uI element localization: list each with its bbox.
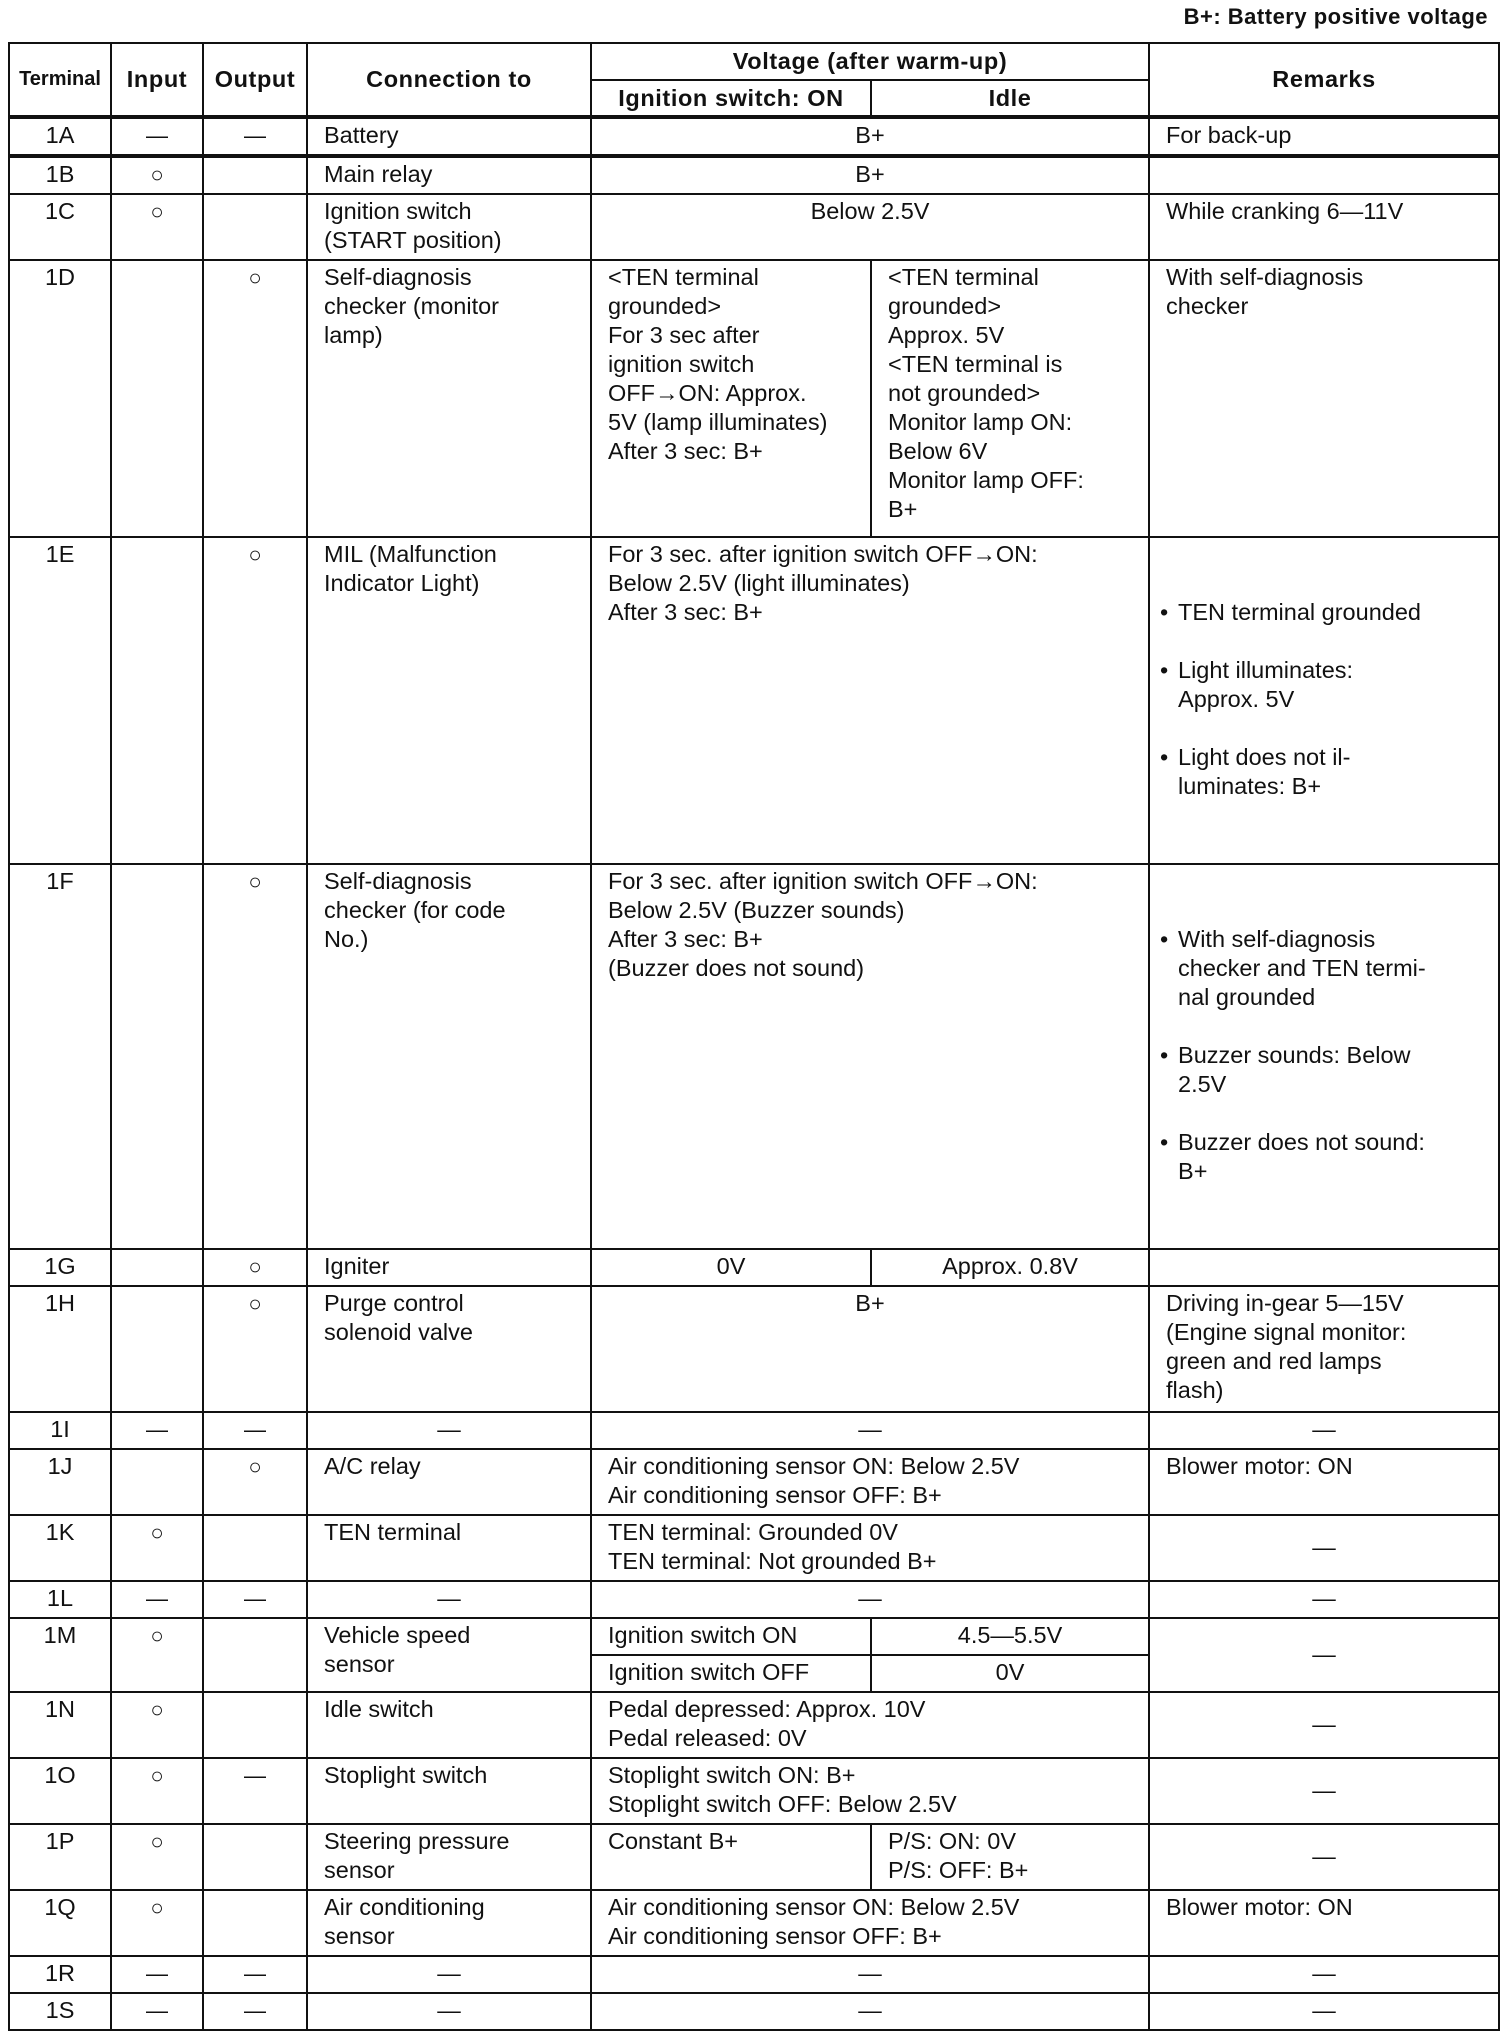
voltage-cell: B+ (591, 1286, 1149, 1412)
header-terminal: Terminal (9, 43, 111, 117)
voltage-cell: — (591, 1993, 1149, 2030)
input-cell (111, 537, 203, 864)
terminal-cell: 1A (9, 117, 111, 156)
table-row (9, 1515, 1499, 1581)
table-row (9, 1692, 1499, 1758)
connection-cell: A/C relay (307, 1449, 591, 1515)
table-row (9, 1412, 1499, 1449)
connection-cell: MIL (Malfunction Indicator Light) (307, 537, 591, 864)
table-row (9, 1824, 1499, 1890)
connection-cell: Vehicle speed sensor (307, 1618, 591, 1692)
output-cell: ○ (203, 1249, 307, 1286)
input-cell (111, 1286, 203, 1412)
input-cell: ○ (111, 1890, 203, 1956)
remarks-list (1160, 896, 1490, 1215)
terminal-cell: 1O (9, 1758, 111, 1824)
voltage-value-cell: 4.5—5.5V (871, 1618, 1149, 1655)
input-cell: ○ (111, 1515, 203, 1581)
voltage-cell: B+ (591, 156, 1149, 194)
output-cell (203, 1824, 307, 1890)
table-row (9, 1758, 1499, 1824)
connection-cell: — (307, 1993, 591, 2030)
remarks-cell: Blower motor: ON (1149, 1890, 1499, 1956)
remarks-cell: Blower motor: ON (1149, 1449, 1499, 1515)
terminal-cell: 1N (9, 1692, 111, 1758)
voltage-cell: — (591, 1581, 1149, 1618)
input-cell: ○ (111, 1758, 203, 1824)
remarks-cell: — (1149, 1758, 1499, 1824)
terminal-cell: 1K (9, 1515, 111, 1581)
input-cell (111, 1449, 203, 1515)
output-cell (203, 1890, 307, 1956)
voltage-condition-cell: Ignition switch ON (591, 1618, 871, 1655)
remark-item: • Light does not il- luminates: B+ (1160, 743, 1490, 801)
table-row (9, 1249, 1499, 1286)
terminal-cell: 1I (9, 1412, 111, 1449)
input-cell: ○ (111, 156, 203, 194)
header-input: Input (111, 43, 203, 117)
input-cell: — (111, 1956, 203, 1993)
voltage-ignition-on-cell: Constant B+ (591, 1824, 871, 1890)
voltage-cell: B+ (591, 117, 1149, 156)
battery-voltage-note: B+: Battery positive voltage (1183, 4, 1488, 29)
remarks-cell: — (1149, 1581, 1499, 1618)
connection-cell: — (307, 1956, 591, 1993)
output-cell: ○ (203, 864, 307, 1249)
terminal-cell: 1S (9, 1993, 111, 2030)
output-cell: — (203, 1993, 307, 2030)
input-cell: — (111, 1993, 203, 2030)
header-remarks: Remarks (1149, 43, 1499, 117)
connection-cell: Purge control solenoid valve (307, 1286, 591, 1412)
header-connection: Connection to (307, 43, 591, 117)
terminal-cell: 1H (9, 1286, 111, 1412)
input-cell (111, 1249, 203, 1286)
remarks-cell: While cranking 6—11V (1149, 194, 1499, 260)
terminal-cell: 1P (9, 1824, 111, 1890)
remarks-cell (1149, 864, 1499, 1249)
remark-item: • With self-diagnosis checker and TEN termi- nal grounded (1160, 925, 1490, 1012)
voltage-cell: For 3 sec. after ignition switch OFF→ON: Below 2.5V (Buzzer sounds) After 3 sec: B+ (Buzzer does not sound) (591, 864, 1149, 1249)
connection-cell: — (307, 1581, 591, 1618)
remarks-cell: — (1149, 1692, 1499, 1758)
terminal-voltage-table (8, 42, 1500, 2031)
input-cell: — (111, 117, 203, 156)
output-cell (203, 156, 307, 194)
remarks-cell: — (1149, 1618, 1499, 1692)
table-row (9, 1449, 1499, 1515)
table-row (9, 194, 1499, 260)
table-row (9, 1618, 1499, 1655)
voltage-cell: Air conditioning sensor ON: Below 2.5V Air conditioning sensor OFF: B+ (591, 1890, 1149, 1956)
terminal-cell: 1B (9, 156, 111, 194)
terminal-cell: 1Q (9, 1890, 111, 1956)
output-cell: ○ (203, 1286, 307, 1412)
voltage-cell: Pedal depressed: Approx. 10V Pedal released: 0V (591, 1692, 1149, 1758)
terminal-cell: 1L (9, 1581, 111, 1618)
output-cell: ○ (203, 260, 307, 537)
header-voltage: Voltage (after warm-up) (591, 43, 1149, 80)
table-row (9, 1890, 1499, 1956)
terminal-cell: 1J (9, 1449, 111, 1515)
table-row (9, 156, 1499, 194)
voltage-condition-cell: Ignition switch OFF (591, 1655, 871, 1692)
remarks-cell: — (1149, 1824, 1499, 1890)
terminal-cell: 1R (9, 1956, 111, 1993)
remarks-cell: — (1149, 1993, 1499, 2030)
table-row (9, 864, 1499, 1249)
remark-item: • Buzzer does not sound: B+ (1160, 1128, 1490, 1186)
remark-item: • Light illuminates: Approx. 5V (1160, 656, 1490, 714)
input-cell: ○ (111, 194, 203, 260)
input-cell: — (111, 1412, 203, 1449)
header-idle: Idle (871, 80, 1149, 117)
voltage-cell: Air conditioning sensor ON: Below 2.5V Air conditioning sensor OFF: B+ (591, 1449, 1149, 1515)
remarks-cell (1149, 1249, 1499, 1286)
input-cell: — (111, 1581, 203, 1618)
voltage-ignition-on-cell: 0V (591, 1249, 871, 1286)
remarks-cell (1149, 537, 1499, 864)
connection-cell: TEN terminal (307, 1515, 591, 1581)
output-cell: — (203, 117, 307, 156)
output-cell (203, 1515, 307, 1581)
voltage-cell: — (591, 1412, 1149, 1449)
remarks-cell (1149, 156, 1499, 194)
voltage-idle-cell: <TEN terminal grounded> Approx. 5V <TEN terminal is not grounded> Monitor lamp ON: Below 6V Monitor lamp OFF: B+ (871, 260, 1149, 537)
connection-cell: Igniter (307, 1249, 591, 1286)
remarks-cell: — (1149, 1515, 1499, 1581)
output-cell: ○ (203, 1449, 307, 1515)
remarks-cell: Driving in-gear 5—15V (Engine signal monitor: green and red lamps flash) (1149, 1286, 1499, 1412)
table-row (9, 1581, 1499, 1618)
table-row (9, 537, 1499, 864)
table-row (9, 260, 1499, 537)
terminal-cell: 1C (9, 194, 111, 260)
remarks-cell: — (1149, 1956, 1499, 1993)
connection-cell: — (307, 1412, 591, 1449)
connection-cell: Main relay (307, 156, 591, 194)
output-cell: — (203, 1956, 307, 1993)
header-ignition-on: Ignition switch: ON (591, 80, 871, 117)
connection-cell: Self-diagnosis checker (monitor lamp) (307, 260, 591, 537)
connection-cell: Battery (307, 117, 591, 156)
table-row (9, 117, 1499, 156)
voltage-cell: For 3 sec. after ignition switch OFF→ON: Below 2.5V (light illuminates) After 3 sec: B+ (591, 537, 1149, 864)
terminal-cell: 1F (9, 864, 111, 1249)
terminal-cell: 1M (9, 1618, 111, 1692)
input-cell (111, 864, 203, 1249)
input-cell: ○ (111, 1692, 203, 1758)
input-cell: ○ (111, 1824, 203, 1890)
output-cell: — (203, 1412, 307, 1449)
output-cell (203, 194, 307, 260)
input-cell (111, 260, 203, 537)
output-cell: ○ (203, 537, 307, 864)
output-cell (203, 1618, 307, 1692)
terminal-cell: 1G (9, 1249, 111, 1286)
table-row (9, 1956, 1499, 1993)
connection-cell: Self-diagnosis checker (for code No.) (307, 864, 591, 1249)
voltage-cell: Below 2.5V (591, 194, 1149, 260)
voltage-cell: — (591, 1956, 1149, 1993)
remark-item: • TEN terminal grounded (1160, 598, 1490, 627)
terminal-cell: 1E (9, 537, 111, 864)
remarks-cell: With self-diagnosis checker (1149, 260, 1499, 537)
output-cell: — (203, 1758, 307, 1824)
remark-item: • Buzzer sounds: Below 2.5V (1160, 1041, 1490, 1099)
connection-cell: Stoplight switch (307, 1758, 591, 1824)
voltage-value-cell: 0V (871, 1655, 1149, 1692)
connection-cell: Idle switch (307, 1692, 591, 1758)
input-cell: ○ (111, 1618, 203, 1692)
remarks-cell: For back-up (1149, 117, 1499, 156)
remarks-cell: — (1149, 1412, 1499, 1449)
voltage-ignition-on-cell: <TEN terminal grounded> For 3 sec after ignition switch OFF→ON: Approx. 5V (lamp illuminates) After 3 sec: B+ (591, 260, 871, 537)
remarks-list (1160, 569, 1490, 830)
terminal-cell: 1D (9, 260, 111, 537)
voltage-cell: Stoplight switch ON: B+ Stoplight switch OFF: Below 2.5V (591, 1758, 1149, 1824)
voltage-idle-cell: P/S: ON: 0V P/S: OFF: B+ (871, 1824, 1149, 1890)
output-cell: — (203, 1581, 307, 1618)
table-row (9, 1993, 1499, 2030)
connection-cell: Steering pressure sensor (307, 1824, 591, 1890)
table-row (9, 1286, 1499, 1412)
connection-cell: Ignition switch (START position) (307, 194, 591, 260)
connection-cell: Air conditioning sensor (307, 1890, 591, 1956)
voltage-cell: TEN terminal: Grounded 0V TEN terminal: Not grounded B+ (591, 1515, 1149, 1581)
output-cell (203, 1692, 307, 1758)
voltage-idle-cell: Approx. 0.8V (871, 1249, 1149, 1286)
header-output: Output (203, 43, 307, 117)
